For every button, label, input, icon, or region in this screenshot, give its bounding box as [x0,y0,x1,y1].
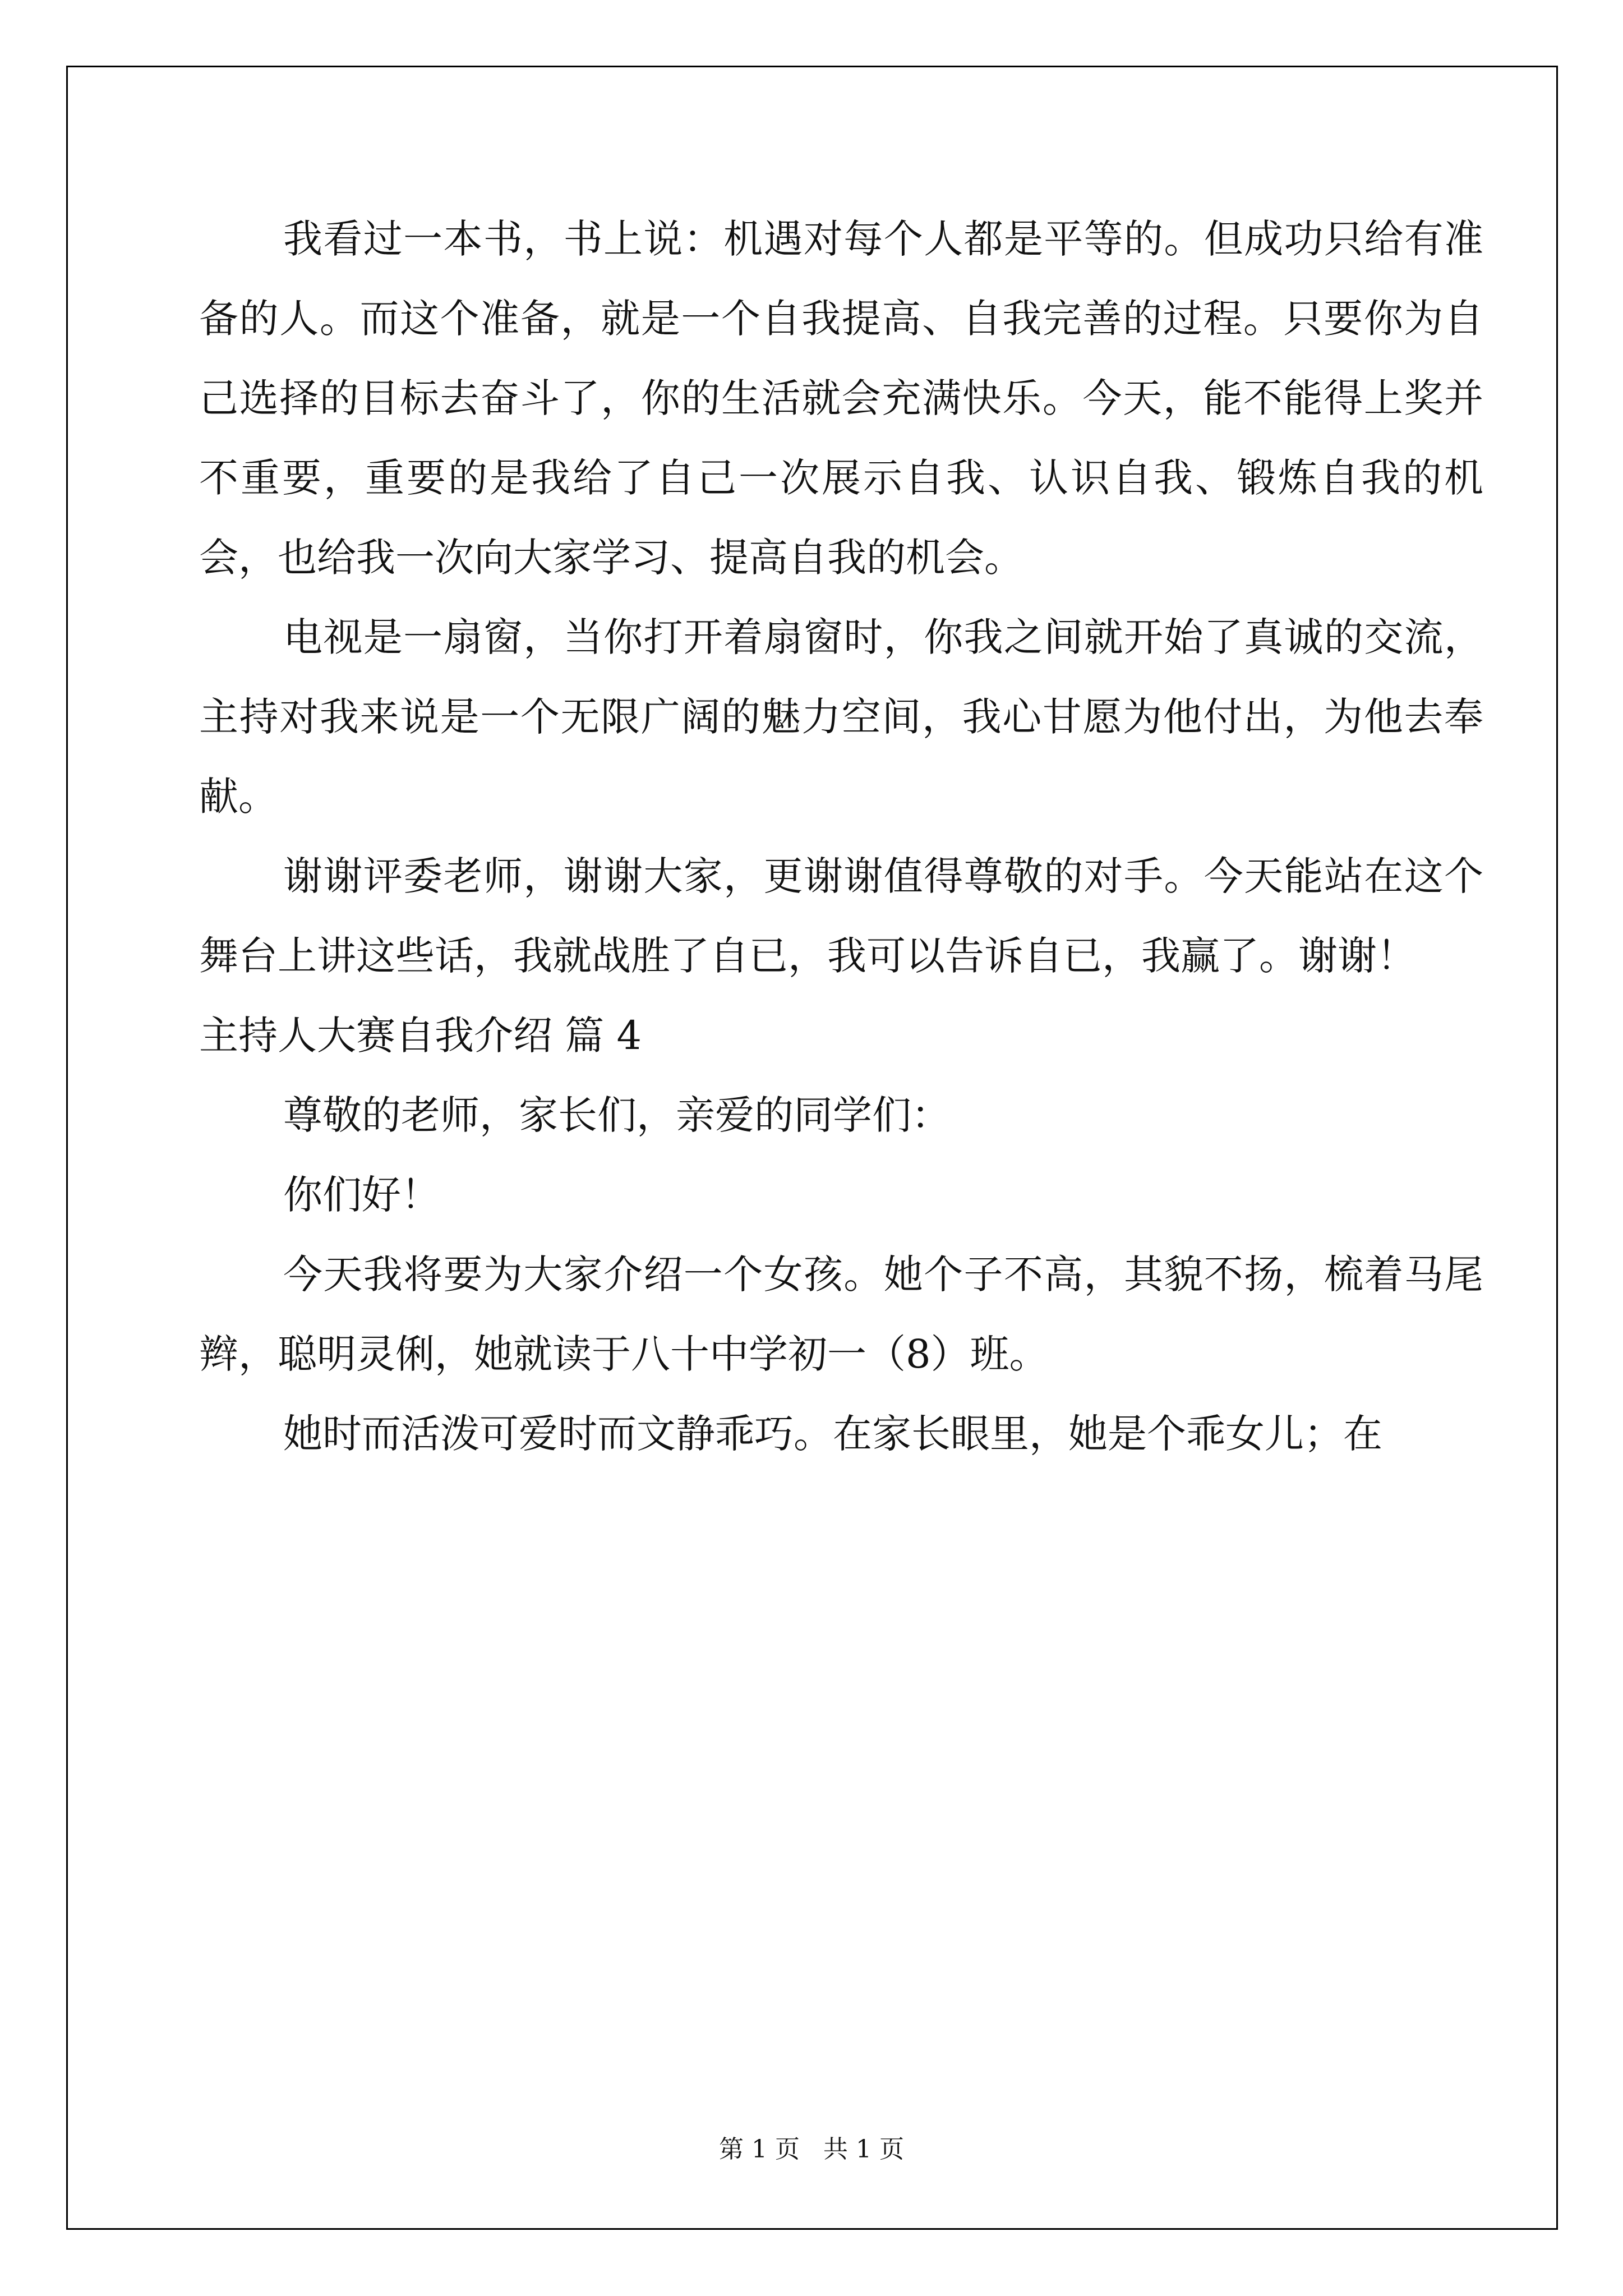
section-heading: 主持人大赛自我介绍 篇 4 [199,1013,642,1059]
paragraph-hello: 你们好！ [283,1172,440,1218]
paragraph-thanks: 谢谢评委老师，谢谢大家，更谢谢值得尊敬的对手。今天能站在这个舞台上讲这些话，我就战胜了自已，我可以告诉自已，我赢了。谢谢！ [199,853,1483,979]
paragraph-greeting-audience: 尊敬的老师，家长们，亲爱的同学们： [283,1092,951,1138]
page-number-footer: 第 1 页 共 1 页 [719,2135,904,2164]
document-body [199,199,1483,1474]
paragraph-introduction: 今天我将要为大家介绍一个女孩。她个子不高，其貌不扬，梳着马尾辫，聪明灵俐，她就读于八十中学初一（8）班。 [199,1251,1483,1377]
paragraph-opportunity: 我看过一本书，书上说：机遇对每个人都是平等的。但成功只给有准备的人。而这个准备，就是一个自我提高、自我完善的过程。只要你为自己选择的目标去奋斗了，你的生活就会充满快乐。今天，能不能得上奖并不重要，重要的是我给了自己一次展示自我、认识自我、锻炼自我的机会，也给我一次向大家学习、提高自我的机会。 [199,216,1483,581]
paragraph-personality: 她时而活泼可爱时而文静乖巧。在家长眼里，她是个乖女儿；在 [283,1411,1382,1457]
paragraph-television: 电视是一扇窗，当你打开着扇窗时，你我之间就开始了真诚的交流，主持对我来说是一个无限广阔的魅力空间，我心甘愿为他付出，为他去奉献。 [199,614,1483,820]
